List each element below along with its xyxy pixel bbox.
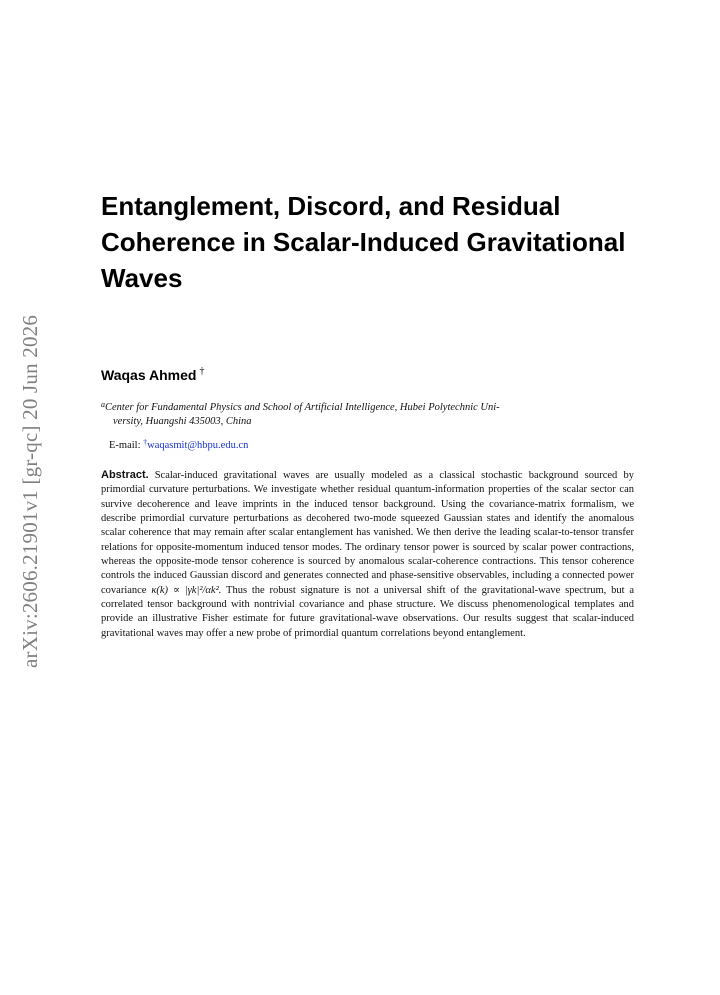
email-line xyxy=(109,438,248,451)
author-footnote-marker: † xyxy=(199,366,205,377)
abstract xyxy=(101,468,634,641)
affiliation-text-line1: Center for Fundamental Physics and School of Artificial Intelligence, Hubei Polytechnic Uni- xyxy=(105,402,500,413)
email-link[interactable] xyxy=(143,440,248,451)
paper-title: Entanglement, Discord, and Residual Coherence in Scalar-Induced Gravitational Waves xyxy=(101,191,626,293)
email-marker: † xyxy=(143,438,148,447)
affiliation xyxy=(101,398,634,429)
author-name: Waqas Ahmed xyxy=(101,367,197,383)
author-line xyxy=(101,366,204,383)
abstract-text-part1: Scalar-induced gravitational waves are usually modeled as a classical stochastic background sourced by primordial curvature perturbations. We investigate whether residual quantum-information properties of the scalar sector can survive decoherence and leave imprints in the induced tensor background. Using the covariance-matrix formalism, we describe primordial curvature perturbations as decohered two-mode squeezed Gaussian states and identify the anomalous scalar coherence that may remain after scalar entanglement has vanished. We then derive the leading scalar-to-tensor transfer relations for opposite-momentum induced tensor modes. The ordinary tensor power is sourced by scalar power contractions, whereas the opposite-mode tensor coherence is sourced by anomalous scalar-coherence contractions. This tensor coherence controls the induced Gaussian discord and generates connected and phase-sensitive observables, including a connected power covariance xyxy=(101,470,634,596)
email-label: E-mail: xyxy=(109,440,141,451)
abstract-math-expression: κ(k) ∝ |γk|²/αk². xyxy=(151,584,222,596)
abstract-label: Abstract. xyxy=(101,469,149,481)
affiliation-marker: a xyxy=(101,400,105,409)
email-address: waqasmit@hbpu.edu.cn xyxy=(147,440,249,451)
affiliation-text-line2: versity, Huangshi 435003, China xyxy=(113,416,252,427)
abstract-text-part2: Thus the robust signature is not a universal shift of the gravitational-wave spectrum, but a correlated tensor background with nontrivial covariance and phase structure. We discuss phenomenological templates and provide an illustrative Fisher estimate for future gravitational-wave observations. Our results suggest that scalar-induced gravitational waves may offer a new probe of primordial quantum correlations beyond entanglement. xyxy=(101,584,635,639)
arxiv-identifier-stamp: arXiv:2606.21901v1 [gr-qc] 20 Jun 2026 xyxy=(18,314,42,668)
